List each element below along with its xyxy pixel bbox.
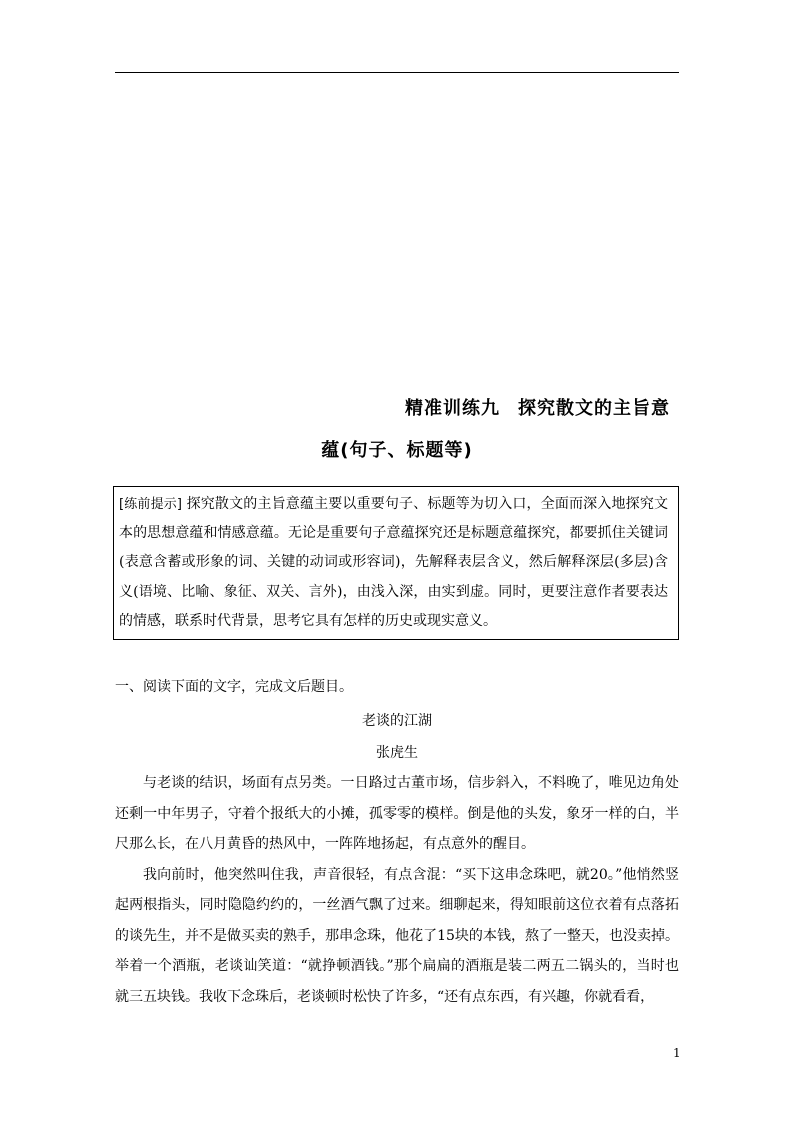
- paragraph-2: 我向前时，他突然叫住我，声音很轻，有点含混：“买下这串念珠吧，就20。”他悄然竖起两根指头，同时隐隐约约的，一丝酒气飘了过来。细聊起来，得知眼前这位衣着有点落拓的谈先生，并不是做买卖的熟手，那串念珠，他花了15块的本钱，熬了一整天，也没卖掉。举着一个酒瓶，老谈讪笑道：“就挣顿酒钱。”那个扁扁的酒瓶是装二两五二锅头的，当时也就三五块钱。我收下念珠后，老谈顿时松快了许多，“还有点东西，有兴趣，你就看看，: [115, 866, 679, 1005]
- article-title: 老谈的江湖: [362, 713, 432, 729]
- practice-hint-box: [113, 486, 679, 640]
- section-heading: 一、阅读下面的文字，完成文后题目。: [115, 679, 353, 695]
- hint-text: 探究散文的主旨意蕴主要以重要句子、标题等为切入口，全面而深入地探究文本的思想意蕴和情感意蕴。无论是重要句子意蕴探究还是标题意蕴探究，都要抓住关键词(表意含蓄或形象的词、关键的动词或形容词)，先解释表层含义，然后解释深层(多层)含义(语境、比喻、象征、双关、言外)，由浅入深，由实到虚。同时，更要注意作者要表达的情感，联系时代背景，思考它具有怎样的历史或现实意义。: [119, 496, 668, 629]
- title-part-b: 探究散文的主旨意: [518, 398, 670, 419]
- header-rule: [115, 72, 679, 73]
- article-author: 张虎生: [376, 745, 418, 761]
- page-title: [0, 394, 670, 420]
- page-title-continued: 蕴(句子、标题等): [321, 440, 473, 461]
- page-number: 1: [673, 1046, 681, 1060]
- title-part-a: 精准训练九: [405, 398, 500, 419]
- hint-label: [练前提示]: [119, 497, 182, 512]
- paragraph-1: 与老谈的结识，场面有点另类。一日路过古董市场，信步斜入，不料晚了，唯见边角处还剩一中年男子，守着个报纸大的小摊，孤零零的模样。倒是他的头发，象牙一样的白，半尺那么长，在八月黄昏的热风中，一阵阵地扬起，有点意外的醒目。: [115, 775, 679, 852]
- article-body: [115, 768, 679, 1012]
